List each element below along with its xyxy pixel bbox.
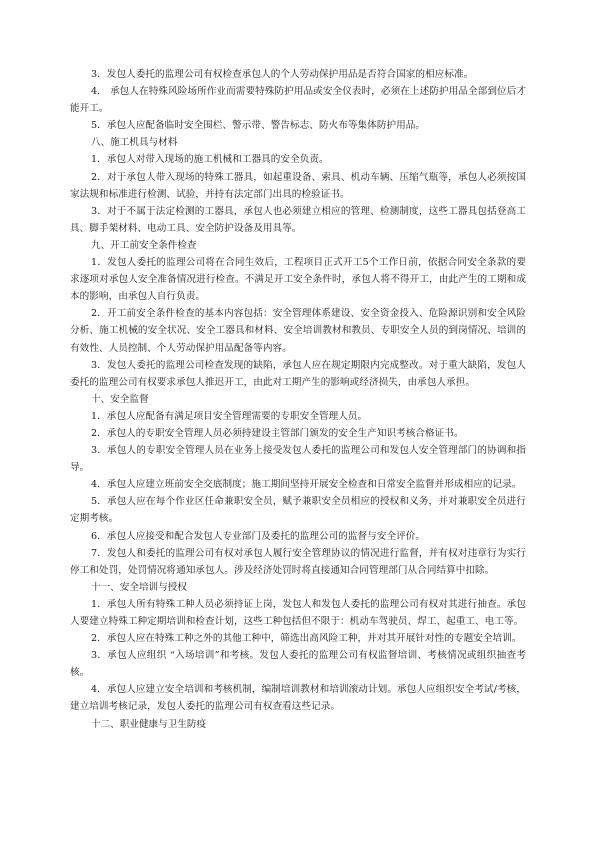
paragraph: 3．承包人的专职安全管理人员在业务上接受发包人委托的监理公司和发包人安全管理部门的协调和指导。 xyxy=(70,445,526,474)
paragraph: 1．承包人所有特殊工种人员必须持证上岗，发包人和发包人委托的监理公司有权对其进行抽查。承包人要建立特殊工种定期培训和检查计划，这些工种包括但不限于：机动车驾驶员、焊工、起重工、电工等。 xyxy=(70,598,526,627)
paragraph: 1．承包人对带入现场的施工机械和工器具的安全负责。 xyxy=(91,154,329,166)
paragraph: 5．承包人应在每个作业区任命兼职安全员，赋予兼职安全员相应的授权和义务，并对兼职安全员进行定期考核。 xyxy=(70,496,526,525)
paragraph: 3．发包人委托的监理公司有权检查承包人的个人劳动保护用品是否符合国家的相应标准。 xyxy=(91,69,474,80)
paragraph: 2．开工前安全条件检查的基本内容包括：安全管理体系建设、安全资金投入、危险源识别和安全风险分析、施工机械的安全状况、安全工器具和材料、安全培训教材和教员、专职安全人员的到岗情况、培训的有效性、人员控制、个人劳动保护用品配备等内容。 xyxy=(70,308,526,354)
paragraph: 4．承包人应建立安全培训和考核机制，编制培训教材和培训滚动计划。承包人应组织安全考试/考核，建立培训考核记录，发包人委托的监理公司有权查看这些记录。 xyxy=(70,684,526,713)
paragraph: 2．承包人的专职安全管理人员必须持建设主管部门颁发的安全生产知识考核合格证书。 xyxy=(91,427,464,439)
document-page xyxy=(70,66,526,733)
paragraph: 1．发包人委托的监理公司将在合同生效后，工程项目正式开工5个工作日前，依据合同安全条款的要求逐项对承包人安全准备情况进行检查。不满足开工安全条件时，承包人将不得开工，由此产生的工期和成本的影响，由承包人自行负责。 xyxy=(70,257,526,303)
paragraph: 2．对于承包人带入现场的特殊工器具，如起重设备、索具、机动车辆、压缩气瓶等，承包人必须按国家法规和标准进行检测、试验，并持有法定部门出具的检验证书。 xyxy=(70,171,526,200)
paragraph: 4．承包人应建立班前安全交底制度；施工期间坚持开展安全检查和日常安全监督并形成相应的记录。 xyxy=(91,479,522,491)
paragraph: 3．对于不属于法定检测的工器具，承包人也必须建立相应的管理、检测制度，这些工器具包括登高工具、脚手架材料、电动工具、安全防护设备及用具等。 xyxy=(70,205,526,234)
paragraph: 4． 承包人在特殊风险场所作业而需要特殊防护用品或安全仪表时，必须在上述防护用品全部到位后才能开工。 xyxy=(70,86,526,115)
section-heading: 九、开工前安全条件检查 xyxy=(91,239,197,251)
paragraph: 3．承包人应组织 “入场培训”和考核。发包人委托的监理公司有权监督培训、考核情况或组织抽查考核。 xyxy=(70,650,526,679)
section-heading: 十一、安全培训与授权 xyxy=(91,581,187,593)
paragraph: 5．承包人应配备临时安全围栏、警示带、警告标志、防火布等集体防护用品。 xyxy=(91,120,426,132)
paragraph: 6．承包人应接受和配合发包人专业部门及委托的监理公司的监督与安全评价。 xyxy=(91,530,426,542)
section-heading: 十、安全监督 xyxy=(91,393,149,405)
section-heading: 十二、职业健康与卫生防疫 xyxy=(91,718,207,730)
section-heading: 八、施工机具与材料 xyxy=(91,137,178,149)
paragraph: 3．发包人委托的监理公司检查发现的缺陷，承包人应在规定期限内完成整改。对于重大缺陷，发包人委托的监理公司有权要求承包人推迟开工，由此对工期产生的影响或经济损失，由承包人承担。 xyxy=(70,359,526,388)
paragraph: 7．发包人和委托的监理公司有权对承包人履行安全管理协议的情况进行监督，并有权对违章行为实行停工和处罚，处罚情况将通知承包人。涉及经济处罚时将直接通知合同管理部门从合同结算中扣除。 xyxy=(70,547,526,576)
paragraph: 1．承包人应配备有满足项目安全管理需要的专职安全管理人员。 xyxy=(91,410,368,422)
paragraph: 2．承包人应在特殊工种之外的其他工种中，筛选出高风险工种，并对其开展针对性的专题安全培训。 xyxy=(91,633,522,645)
